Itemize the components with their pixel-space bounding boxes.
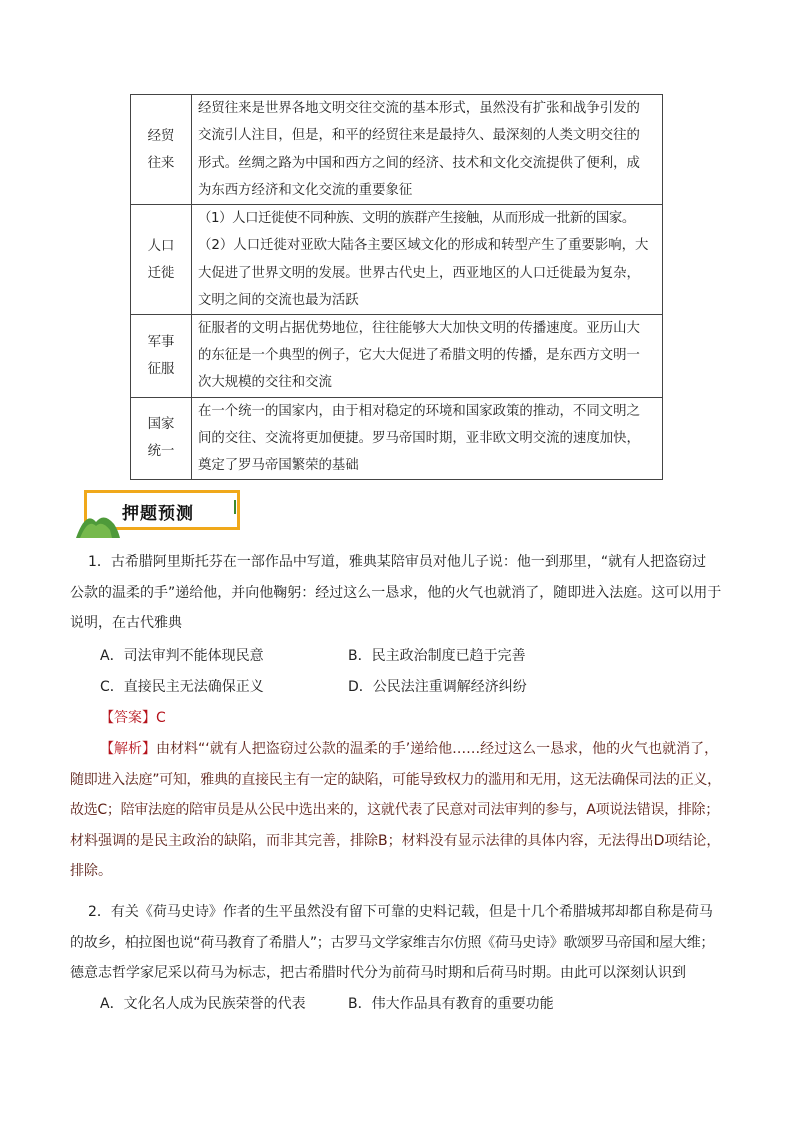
analysis: 【解析】由材料“‘就有人把盗窃过公款的温柔的手’递给他……经过这么一恳求，他的火气也就消了， 随即进入法庭”可知，雅典的直接民主有一定的缺陷，可能导致权力的滥用和无用，这无法确保司法的正义， 故选C；陪审法庭的陪审员是从公民中选出来的，这就代表了民意对司法审判的参与，A项说法错误，排除； 材料强调的是民主政治的缺陷，而非其完善，排除B；材料没有显示法律的具体内容，无法得出D项结论， 排除。	[70, 741, 721, 880]
answer-value: C	[156, 710, 166, 726]
analysis-label: 【解析】	[100, 741, 156, 757]
question-2-stem: 2．有关《荷马史诗》作者的生平虽然没有留下可靠的史料记载，但是十几个希腊城邦却都自称是荷马 的故乡，柏拉图也说“荷马教育了希腊人”；古罗马文学家维吉尔仿照《荷马史诗》歌颂罗马帝国和屋大维； 德意志哲学家尼采以荷马为标志，把古希腊时代分为前荷马时期和后荷马时期。由此可以深刻认识到	[70, 904, 715, 982]
option-a[interactable]: A．文化名人成为民族荣誉的代表	[100, 996, 306, 1012]
table-row	[131, 205, 663, 315]
row-content: 在一个统一的国家内，由于相对稳定的环境和国家政策的推动，不同文明之 间的交往、交流将更加便捷。罗马帝国时期，亚非欧文明交流的速度加快， 奠定了罗马帝国繁荣的基础	[192, 397, 663, 480]
table-row	[131, 315, 663, 398]
section-title: 押题预测	[122, 504, 194, 524]
option-c[interactable]: C．直接民主无法确保正义	[100, 679, 264, 695]
table-row	[131, 95, 663, 205]
option-b[interactable]: B．民主政治制度已趋于完善	[348, 648, 526, 664]
row-key: 经贸 往来	[131, 95, 192, 205]
answer	[100, 708, 166, 728]
row-key: 国家 统一	[131, 397, 192, 480]
row-key: 人口 迁徙	[131, 205, 192, 315]
row-content: 经贸往来是世界各地文明交往交流的基本形式，虽然没有扩张和战争引发的 交流引人注目，但是，和平的经贸往来是最持久、最深刻的人类文明交往的 形式。丝绸之路为中国和西方之间的经济、技术和文化交流提供了便利，成 为东西方经济和文化交流的重要象征	[192, 95, 663, 205]
row-key: 军事 征服	[131, 315, 192, 398]
table-row	[131, 397, 663, 480]
hill-icon	[76, 508, 120, 538]
option-a[interactable]: A．司法审判不能体现民意	[100, 648, 264, 664]
comparison-table	[130, 94, 663, 480]
option-b[interactable]: B．伟大作品具有教育的重要功能	[348, 996, 554, 1012]
section-badge	[84, 490, 246, 534]
row-content: （1）人口迁徙使不同种族、文明的族群产生接触，从而形成一批新的国家。 （2）人口迁徙对亚欧大陆各主要区域文化的形成和转型产生了重要影响，大 大促进了世界文明的发展。世界古代史上，西亚地区的人口迁徙最为复杂， 文明之间的交流也最为活跃	[192, 205, 663, 315]
accent-icon	[232, 500, 238, 514]
row-content: 征服者的文明占据优势地位，往往能够大大加快文明的传播速度。亚历山大 的东征是一个典型的例子，它大大促进了希腊文明的传播，是东西方文明一 次大规模的交往和交流	[192, 315, 663, 398]
question-1-stem: 1．古希腊阿里斯托芬在一部作品中写道，雅典某陪审员对他儿子说：他一到那里，“就有人把盗窃过 公款的温柔的手”递给他，并向他鞠躬：经过这么一恳求，他的火气也就消了，随即进入法庭。这可以用于 说明，在古代雅典	[70, 554, 722, 632]
option-d[interactable]: D．公民法注重调解经济纠纷	[348, 679, 527, 695]
answer-label: 【答案】	[100, 710, 156, 726]
